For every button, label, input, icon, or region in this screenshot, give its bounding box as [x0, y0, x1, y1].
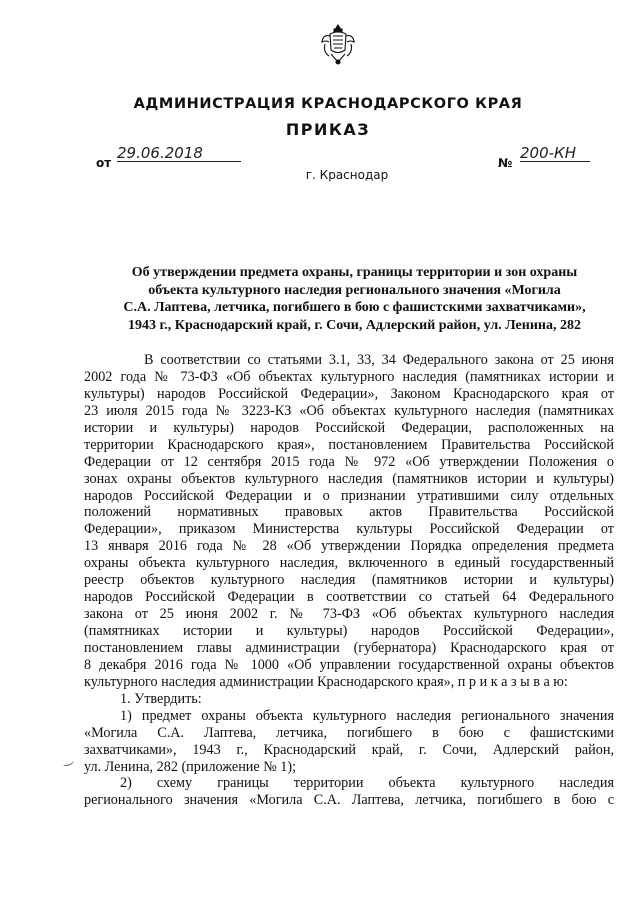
- body-line: (памятниках истории и культуры) народов Российской Федерации»,: [84, 623, 614, 639]
- item-1-1-line: 1) предмет охраны объекта культурного наследия регионального значения: [120, 707, 614, 724]
- organization-name: АДМИНИСТРАЦИЯ КРАСНОДАРСКОГО КРАЯ: [133, 96, 523, 112]
- date-prefix: от: [96, 156, 112, 170]
- subject-line: С.А. Лаптева, летчика, погибшего в бою с фашистскими захватчиками»,: [123, 300, 586, 316]
- number-prefix: №: [498, 156, 513, 170]
- body-line: территории Краснодарского края», постановлением Правительства Российской: [84, 436, 614, 453]
- body-line: зонах охраны объектов культурного наследия (памятников истории и культуры): [84, 470, 614, 487]
- body-line: Федерации», приказом Министерства культуры Российской Федерации от: [84, 521, 614, 538]
- date-value: 29.06.2018: [117, 145, 241, 162]
- subject-line: 1943 г., Краснодарский край, г. Сочи, Адлерский район, ул. Ленина, 282: [128, 317, 581, 333]
- document-type: ПРИКАЗ: [285, 120, 371, 139]
- body-line: 8 декабря 2016 года № 1000 «Об управлении государственной охраны объектов: [84, 656, 614, 673]
- document-subject: [92, 264, 617, 334]
- body-line: народов Российской Федерации и о признании утратившими силу отдельных: [84, 487, 614, 504]
- body-line: культуры) народов Российской Федерации», Законом Краснодарского края от: [84, 385, 614, 402]
- item-1-2-line: регионального значения «Могила С.А. Лаптева, летчика, погибшего в бою с: [84, 792, 614, 809]
- body-line: 2002 года № 73-ФЗ «Об объектах культурного наследия (памятниках истории и: [84, 368, 614, 385]
- body-line: реестр объектов культурного наследия (памятников истории и культуры): [84, 572, 614, 589]
- body-line: 23 июля 2015 года № 3223-КЗ «Об объектах культурного наследия (памятниках: [84, 402, 614, 419]
- item-1-2-line: 2) схему границы территории объекта культурного наследия: [120, 775, 614, 792]
- body-line: постановлением главы администрации (губернатора) Краснодарского края от: [84, 639, 614, 656]
- subject-line: объекта культурного наследия регионального значения «Могила: [148, 282, 561, 298]
- body-line: Федерации от 12 сентября 2015 года № 972 «Об утверждении Положения о: [84, 453, 614, 470]
- body-line: народов Российской Федерации в соответствии со статьей 64 Федерального: [84, 589, 614, 606]
- coat-of-arms-emblem: [321, 22, 355, 66]
- body-line: 13 января 2016 года № 28 «Об утверждении Порядка определения предмета: [84, 538, 614, 555]
- body-line: охраны объекта культурного наследия, включенного в единый государственный: [84, 555, 614, 572]
- subject-line: Об утверждении предмета охраны, границы территории и зон охраны: [131, 265, 578, 280]
- city: г. Краснодар: [305, 168, 389, 182]
- body-line: истории и культуры) народов Российской Федерации, расположенных на: [84, 419, 614, 436]
- margin-mark: ‿: [59, 750, 74, 768]
- item-1-1-line: «Могила С.А. Лаптева, летчика, погибшего в бою с фашистскими: [84, 724, 614, 741]
- body-line: В соответствии со статьями 3.1, 33, 34 Федерального закона от 25 июня: [144, 352, 614, 368]
- item-1: 1. Утвердить:: [120, 690, 202, 707]
- document-number: 200-КН: [520, 145, 590, 162]
- body-line: закона от 25 июня 2002 г. № 73-ФЗ «Об объектах культурного наследия: [84, 606, 614, 623]
- body-line: положений нормативных правовых актов Правительства Российской: [84, 504, 614, 521]
- item-1-1-line: захватчиками», 1943 г., Краснодарский край, г. Сочи, Адлерский район,: [84, 741, 614, 758]
- body-line: культурного наследия администрации Краснодарского края», п р и к а з ы в а ю:: [84, 673, 568, 690]
- item-1-1-line: ул. Ленина, 282 (приложение № 1);: [84, 758, 297, 775]
- document-body: [84, 352, 614, 809]
